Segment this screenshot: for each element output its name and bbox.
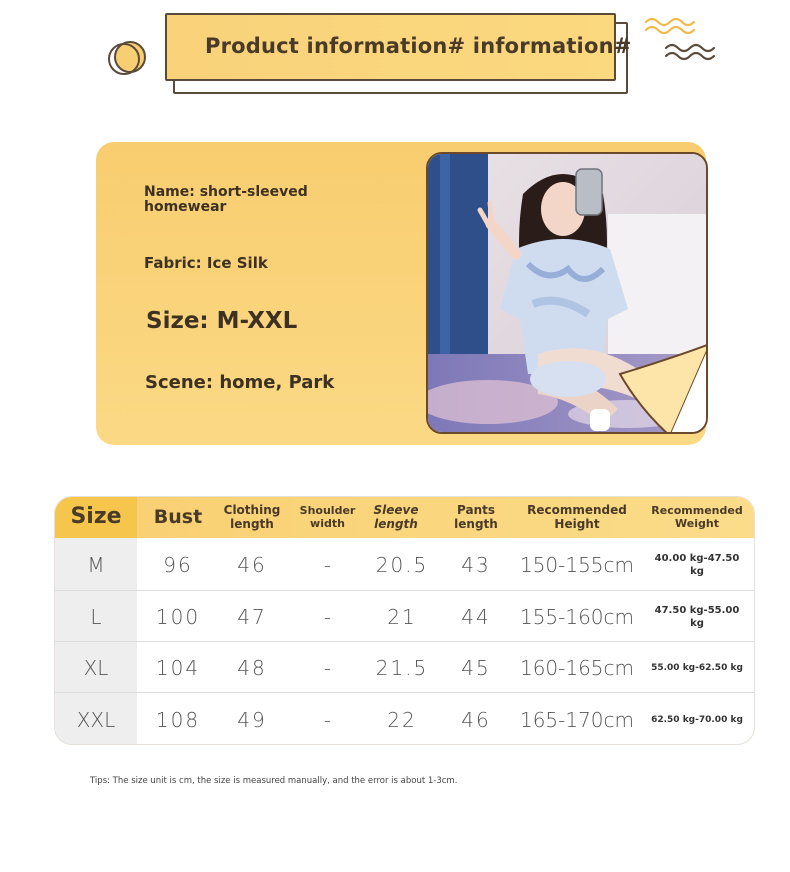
info-fabric: Fabric: Ice Silk	[144, 254, 268, 272]
cell-bust: 96	[163, 552, 193, 577]
cell-clothing-length: 48	[237, 655, 267, 680]
cell-weight: 40.00 kg-47.50 kg	[654, 552, 740, 577]
cell-sleeve-length: 22	[387, 707, 417, 732]
info-size: Size: M-XXL	[146, 308, 298, 334]
header-recommended-weight: Recommended Weight	[651, 504, 743, 530]
cell-height: 150-155cm	[519, 552, 635, 577]
cell-bust: 108	[155, 707, 201, 732]
cell-sleeve-length: 20.5	[375, 552, 429, 577]
cell-sleeve-length: 21	[387, 604, 417, 629]
cell-clothing-length: 49	[237, 707, 267, 732]
info-scene: Scene: home, Park	[145, 372, 335, 393]
header-sleeve-length: Sleeve length	[373, 503, 419, 531]
header-clothing-length: Clothing length	[223, 503, 281, 531]
model-photo-illustration	[428, 154, 708, 434]
header-shoulder-width: Shoulder width	[299, 504, 356, 530]
product-photo	[426, 152, 708, 434]
cell-pants-length: 43	[461, 552, 491, 577]
cell-bust: 104	[155, 655, 201, 680]
decor-circle-outline	[108, 43, 140, 75]
cell-bust: 100	[155, 604, 201, 629]
cell-clothing-length: 47	[237, 604, 267, 629]
cell-shoulder-width: -	[323, 552, 332, 577]
cell-height: 160-165cm	[519, 655, 635, 680]
cell-weight: 55.00 kg-62.50 kg	[651, 662, 743, 673]
size-tips-note: Tips: The size unit is cm, the size is measured manually, and the error is about 1-3cm.	[90, 776, 458, 786]
cell-pants-length: 44	[461, 604, 491, 629]
cell-height: 165-170cm	[519, 707, 635, 732]
cell-shoulder-width: -	[323, 655, 332, 680]
header-pants-length: Pants length	[454, 503, 498, 531]
cell-weight: 62.50 kg-70.00 kg	[651, 714, 743, 725]
cell-shoulder-width: -	[323, 604, 332, 629]
cell-pants-length: 45	[461, 655, 491, 680]
cell-size: L	[90, 604, 102, 629]
cell-height: 155-160cm	[519, 604, 635, 629]
cell-sleeve-length: 21.5	[375, 655, 429, 680]
cell-weight: 47.50 kg-55.00 kg	[654, 604, 740, 629]
header-bust: Bust	[153, 506, 203, 529]
wave-decoration-icon	[642, 14, 722, 66]
cell-size: M	[87, 552, 105, 577]
cell-size: XL	[83, 655, 109, 680]
size-table	[54, 496, 755, 745]
cell-clothing-length: 46	[237, 552, 267, 577]
header-recommended-height: Recommended Height	[527, 503, 627, 531]
header-size: Size	[70, 504, 122, 530]
cell-shoulder-width: -	[323, 707, 332, 732]
info-name: Name: short-sleeved homewear	[144, 184, 308, 215]
cell-size: XXL	[76, 707, 116, 732]
page-title: Product information# information#	[205, 34, 632, 58]
cell-pants-length: 46	[461, 707, 491, 732]
